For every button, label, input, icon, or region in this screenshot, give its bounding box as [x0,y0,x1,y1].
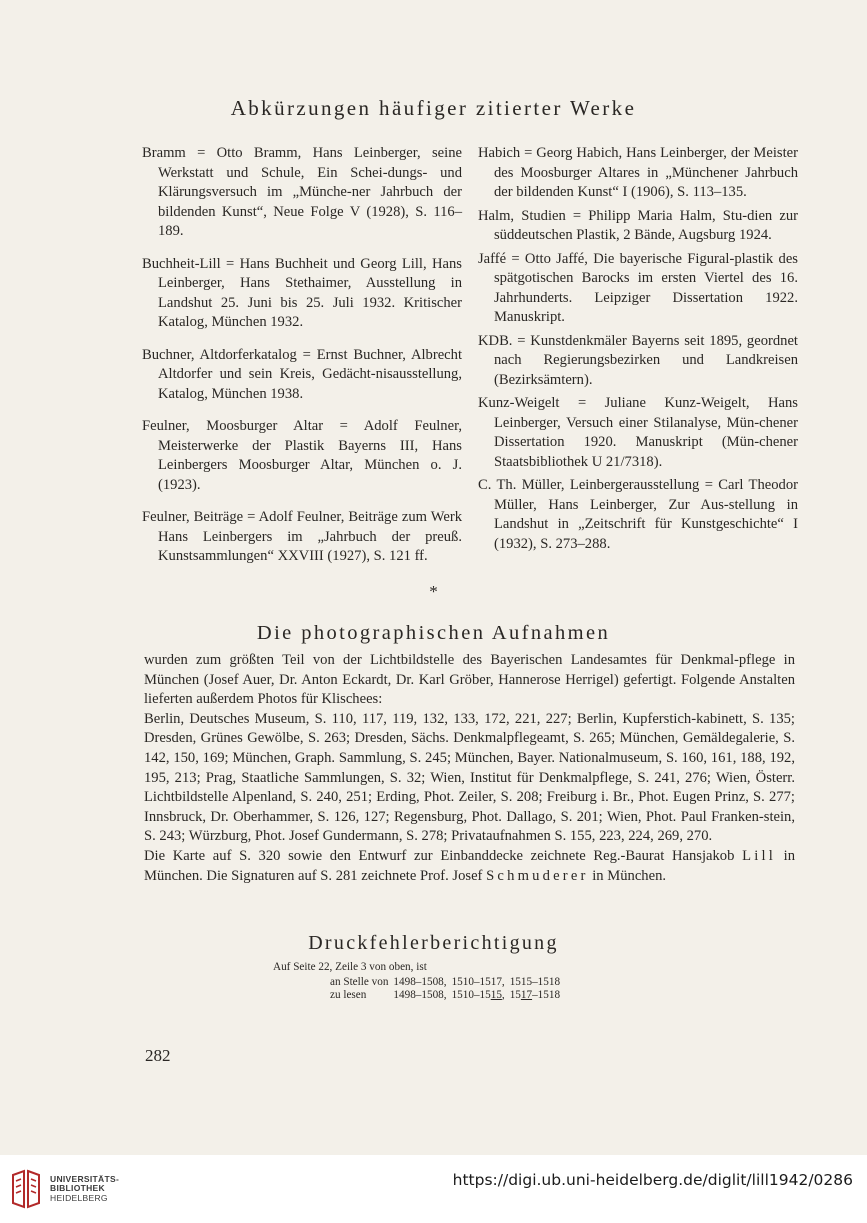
errata-corrected-digits: 15 [490,988,502,1001]
photographs-text [144,651,795,886]
abbreviation-entry: Halm, Studien = Philipp Maria Halm, Stu-dien zur süddeutschen Plastik, 2 Bände, Augsburg 1924. [478,207,798,243]
abbreviations-heading: Abkürzungen häufiger zitierter Werke [230,96,637,120]
abbreviation-entry: C. Th. Müller, Leinbergerausstellung = Carl Theodor Müller, Hans Leinberger, Zur Aus-stellung in Landshut in „Zeitschrift für Kunstgeschichte“ I (1932), S. 273–288. [478,477,798,552]
errata-value: 1498–1508, [393,976,447,988]
library-name [50,1175,119,1203]
errata-value [510,989,565,1002]
abbreviation-entry: Kunz-Weigelt = Juliane Kunz-Weigelt, Hans Leinberger, Versuch einer Stilanalyse, Mün-chener Dissertation 1920. Manuskript (Mün-chener Staatsbibliothek U 21/7318). [478,395,798,470]
errata-fragment: –1518 [532,988,561,1001]
university-library-logo-icon [10,1169,44,1209]
abbreviation-entry: Buchner, Altdorferkatalog = Ernst Buchner, Albrecht Altdorfer und sein Kreis, Gedächt-nisausstellung, Katalog, München 1938. [142,346,462,402]
abbreviation-entry: Bramm = Otto Bramm, Hans Leinberger, seine Werkstatt und Schule, Ein Schei-dungs- und Klärungsversuch im „Münche-ner Jahrbuch der bildenden Kunst“, Neue Folge V (1928), S. 116–189. [142,145,462,239]
abbreviation-entry: Feulner, Moosburger Altar = Adolf Feulner, Meisterwerke der Plastik Bayerns III, Hans Leinbergers Moosburger Altar, München o. J. (1923). [142,418,462,493]
viewer-footer [0,1155,867,1223]
abbreviations-right-column [478,144,798,558]
errata-heading: Druckfehlerberichtigung [308,932,559,954]
photographs-credits [144,847,795,886]
credits-name-schmuderer: Schmuderer [486,867,589,884]
credits-name-lill: Lill [742,847,776,864]
abbreviation-entry: Habich = Georg Habich, Hans Leinberger, der Meister des Moosburger Altares in „Münchener Jahrbuch der bildenden Kunst“ I (1906), S. 113–135. [478,145,798,200]
errata-corrected-digits: 17 [520,988,533,1001]
errata-row-wrong [330,976,565,989]
errata-value: 1510–1517, [451,976,505,988]
abbreviation-entry: Jaffé = Otto Jaffé, Die bayerische Figural-plastik des spätgotischen Barocks im ersten Viertel des 16. Jahrhunderts. Leipziger Dissertation 1922. Manuskript. [478,250,798,325]
photographs-sources: Berlin, Deutsches Museum, S. 110, 117, 119, 132, 133, 172, 221, 227; Berlin, Kupferstich-kabinett, S. 135; Dresden, Grünes Gewölbe, S. 263; Dresden, Sächs. Denkmalpflegeamt, S. 265; München, Gemäldegalerie, S. 142, 150, 169; München, Graph. Sammlung, S. 245; München, Bayer. Nationalmuseum, S. 160, 161, 188, 192, 195, 213; Prag, Staatliche Sammlungen, S. 32; Wien, Institut für Denkmalpflege, S. 241, 276; Wien, Österr. Lichtbildstelle Alpenland, S. 240, 251; Erding, Phot. Zeiler, S. 208; Freiburg i. Br., Phot. Eugen Prinz, S. 277; Innsbruck, Dr. Oberhammer, S. 126, 127; Regensburg, Phot. Dallago, S. 201; Wien, Phot. Paul Franken-stein, S. 243; Würzburg, Phot. Josef Gundermann, S. 278; Privataufnahmen S. 155, 223, 224, 269, 270. [144,710,795,845]
errata-fragment: , [501,988,505,1001]
abbreviation-entry: Buchheit-Lill = Hans Buchheit und Georg Lill, Hans Leinberger, Hans Stethaimer, Ausstellung in Landshut 25. Juni bis 25. Juli 1932. Kritischer Katalog, München 1932. [142,255,462,330]
errata-value: 1498–1508, [393,988,447,1001]
credits-text: in München. Die Signaturen auf S. 281 zeichnete Prof. Josef [144,847,795,884]
errata-fragment: 15 [509,988,521,1001]
section-separator: * [429,582,438,601]
errata-fragment: 1510–15 [451,988,491,1001]
errata-value [452,989,510,1002]
errata-row-correct [330,989,565,1002]
errata-label: an Stelle von [330,976,389,988]
errata-value: 1515–1518 [509,976,561,988]
errata-label: zu lesen [330,988,367,1001]
library-name-line: HEIDELBERG [50,1192,108,1203]
abbreviation-entry: KDB. = Kunstdenkmäler Bayerns seit 1895, geordnet nach Regierungsbezirken und Landkreisen (Bezirksämtern). [478,332,798,388]
abbreviation-entry: Feulner, Beiträge = Adolf Feulner, Beiträge zum Werk Hans Leinbergers im „Jahrbuch der preuß. Kunstsammlungen“ XXVIII (1927), S. 121 ff. [142,509,462,564]
abbreviations-left-column [142,144,462,580]
photographs-intro: wurden zum größten Teil von der Lichtbildstelle des Bayerischen Landesamtes für Denkmal-pflege in München (Josef Auer, Dr. Anton Eckardt, Dr. Karl Gröber, Hannerose Herrigel) gefertigt. Folgende Anstalten lieferten außerdem Photos für Klischees: [144,652,795,708]
library-name-line: BIBLIOTHEK [50,1183,105,1194]
page-number: 282 [145,1046,171,1065]
credits-text: in München. [592,867,667,884]
credits-text: Die Karte auf S. 320 sowie den Entwurf zur Einbanddecke zeichnete Reg.-Baurat Hansjakob [144,847,735,864]
photographs-heading: Die photographischen Aufnahmen [256,622,611,644]
permalink-url[interactable]: https://digi.ub.uni-heidelberg.de/diglit/lill1942/0286 [452,1171,853,1189]
errata-table [330,976,565,1002]
errata-intro: Auf Seite 22, Zeile 3 von oben, ist [273,961,427,973]
library-name-line: UNIVERSITÄTS- [50,1174,120,1184]
